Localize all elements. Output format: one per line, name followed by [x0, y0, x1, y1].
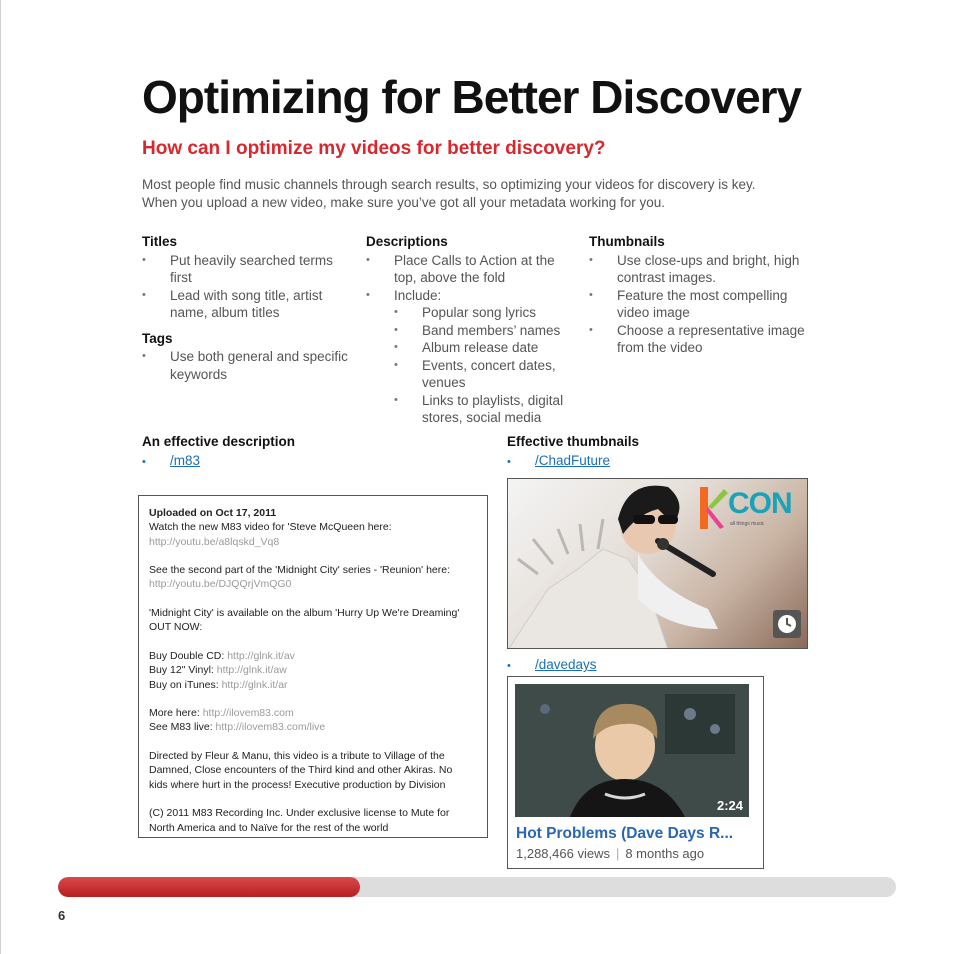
titles-heading: Titles: [142, 234, 178, 249]
thumbnails-heading: Thumbnails: [589, 234, 665, 249]
page-title: Optimizing for Better Discovery: [142, 71, 802, 123]
desc-line: OUT NOW:: [149, 621, 203, 634]
bullet: •: [507, 660, 511, 672]
kcon-logo-tagline: all things music: [730, 521, 765, 527]
desc-line: kids where hurt in the process! Executive production by Division: [149, 778, 446, 791]
desc-line: Damned, Close encounters of the Third kind and other Akiras. No: [149, 764, 453, 777]
bullet: •: [142, 456, 146, 468]
desc-line: North America and to Naïve for the rest of the world: [149, 821, 389, 834]
page-edge: [0, 0, 1, 954]
list-item: • Include:: [366, 287, 576, 305]
intro-line-1: Most people find music channels through search results, so optimizing your videos for discovery is key.: [142, 177, 756, 192]
clock-icon[interactable]: [773, 610, 801, 638]
desc-label: Buy on iTunes:: [149, 678, 222, 691]
desc-line: [149, 720, 477, 734]
list-item: • Band members’ names: [394, 322, 576, 340]
page-subtitle: How can I optimize my videos for better discovery?: [142, 138, 606, 159]
tags-list: [142, 348, 352, 383]
column-descriptions: [366, 233, 576, 427]
upload-date: Uploaded on Oct 17, 2011: [149, 507, 277, 519]
desc-url: http://youtu.be/DJQQrjVmQG0: [149, 578, 292, 591]
thumbnail-image: [515, 684, 749, 817]
video-duration: 2:24: [716, 798, 743, 813]
list-item: • Popular song lyrics: [394, 304, 576, 322]
desc-label: Buy Double CD:: [149, 649, 228, 662]
desc-line: [149, 649, 477, 663]
desc-url: http://glnk.it/ar: [221, 678, 288, 691]
include-sublist: [394, 304, 576, 427]
list-item: • Place Calls to Action at the top, above the fold: [366, 252, 576, 287]
desc-line: (C) 2011 M83 Recording Inc. Under exclusive license to Mute for: [149, 807, 450, 820]
column-thumbnails: [589, 233, 817, 357]
video-title[interactable]: Hot Problems (Dave Days R...: [516, 825, 734, 842]
desc-url: http://ilovem83.com: [202, 707, 294, 720]
list-item: • Use both general and specific keywords: [142, 348, 352, 383]
video-age: 8 months ago: [625, 846, 705, 861]
kcon-logo-mark: [698, 485, 728, 531]
bullet: •: [507, 456, 511, 468]
thumbnails-list: [589, 252, 817, 357]
list-item: • Links to playlists, digital stores, social media: [394, 392, 576, 427]
effective-description-heading: An effective description: [142, 434, 296, 449]
chadfuture-thumbnail[interactable]: [507, 478, 808, 649]
intro-line-2: When you upload a new video, make sure you’ve got all your metadata working for you.: [142, 195, 666, 210]
include-sublist-wrapper: [366, 304, 576, 427]
column-titles-tags: [142, 233, 352, 383]
desc-line: Watch the new M83 video for 'Steve McQueen here:: [149, 521, 392, 534]
desc-url: http://glnk.it/aw: [216, 664, 287, 677]
intro-text: [142, 176, 822, 212]
list-item: • Lead with song title, artist name, album titles: [142, 287, 352, 322]
reading-progress-fill: [58, 877, 360, 897]
list-item: • Use close-ups and bright, high contrast images.: [589, 252, 817, 287]
desc-url: http://glnk.it/av: [227, 649, 295, 662]
tags-heading: Tags: [142, 330, 173, 346]
titles-list: [142, 252, 352, 322]
desc-line: [149, 663, 477, 677]
desc-line: Directed by Fleur & Manu, this video is a tribute to Village of the: [149, 750, 445, 763]
kcon-logo-text: CON: [728, 487, 792, 520]
davedays-link-row: [507, 656, 597, 675]
descriptions-list: [366, 252, 576, 427]
davedays-link[interactable]: /davedays: [535, 657, 597, 672]
desc-line: [149, 678, 477, 692]
list-item: • Album release date: [394, 339, 576, 357]
chadfuture-link[interactable]: /ChadFuture: [535, 453, 611, 468]
desc-label: See M83 live:: [149, 721, 216, 734]
descriptions-heading: Descriptions: [366, 234, 448, 249]
desc-line: [149, 706, 477, 720]
kcon-logo: [698, 483, 798, 539]
chadfuture-link-row: [507, 452, 610, 471]
desc-url: http://ilovem83.com/live: [215, 721, 326, 734]
desc-line: 'Midnight City' is available on the album 'Hurry Up We're Dreaming': [149, 607, 460, 620]
list-item: • Put heavily searched terms first: [142, 252, 352, 287]
desc-line: See the second part of the 'Midnight City' series - 'Reunion' here:: [149, 564, 451, 577]
video-meta: 1,288,466 views | 8 months ago: [516, 846, 705, 861]
desc-label: Buy 12" Vinyl:: [149, 664, 217, 677]
clock-icon-glyph: [773, 610, 801, 638]
m83-link[interactable]: /m83: [170, 453, 201, 468]
desc-label: More here:: [149, 707, 203, 720]
video-frame: [515, 684, 749, 817]
video-views: 1,288,466 views: [516, 846, 610, 861]
page-number: 6: [58, 908, 66, 923]
description-example-box: [138, 495, 488, 838]
desc-url: http://youtu.be/a8lqskd_Vq8: [149, 535, 280, 548]
effective-thumbnails-heading: Effective thumbnails: [507, 434, 640, 449]
reading-progress-bar: [58, 877, 896, 897]
list-item: • Events, concert dates, venues: [394, 357, 576, 392]
list-item: • Choose a representative image from the video: [589, 322, 817, 357]
list-item: • Feature the most compelling video image: [589, 287, 817, 322]
m83-link-row: [142, 452, 200, 471]
davedays-thumbnail[interactable]: [507, 676, 764, 869]
